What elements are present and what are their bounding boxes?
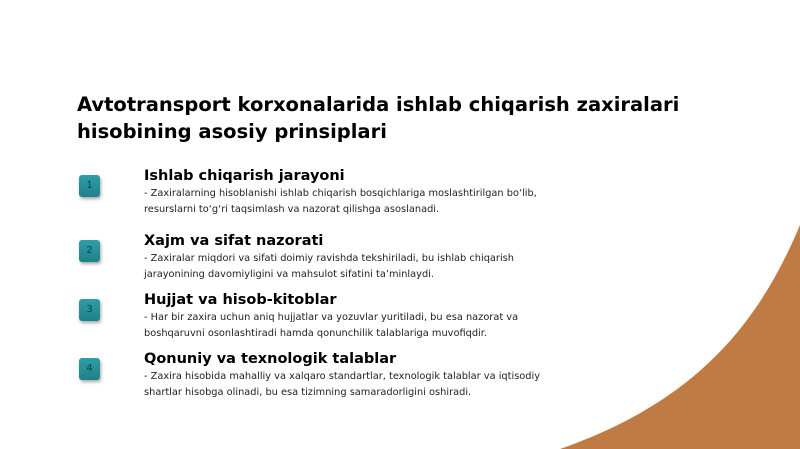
item-description: - Zaxira hisobida mahalliy va xalqaro standartlar, texnologik talablar va iqtisodiy shartlar hisobga olinadi, bu esa tizimning samaradorligini oshiradi. [144, 371, 541, 398]
item-heading: Qonuniy va texnologik talablar [144, 351, 397, 367]
number-badge: 2 [79, 240, 100, 262]
slide-title: Avtotransport korxonalarida ishlab chiqarish zaxiralari hisobining asosiy prinsiplari [77, 93, 680, 143]
number-badge: 1 [79, 175, 100, 197]
item-description: - Har bir zaxira uchun aniq hujjatlar va yozuvlar yuritiladi, bu esa nazorat va boshqaruvni osonlashtiradi hamda qonunchilik talablariga muvofiqdir. [144, 312, 519, 339]
item-description: - Zaxiralarning hisoblanishi ishlab chiqarish bosqichlariga moslashtirilgan bo‘lib, resurslarni to‘g‘ri taqsimlash va nazorat qilishga asoslanadi. [144, 188, 537, 215]
number-badge: 4 [79, 358, 100, 380]
list-item [0, 290, 800, 350]
item-heading: Hujjat va hisob-kitoblar [144, 292, 337, 308]
list-item [0, 349, 800, 409]
list-item [0, 231, 800, 291]
list-item [0, 166, 800, 226]
item-description: - Zaxiralar miqdori va sifati doimiy ravishda tekshiriladi, bu ishlab chiqarish jarayonining davomiyligini va mahsulot sifatini ta’minlaydi. [144, 253, 514, 280]
item-heading: Xajm va sifat nazorati [144, 233, 324, 249]
item-heading: Ishlab chiqarish jarayoni [144, 168, 345, 184]
number-badge: 3 [79, 299, 100, 321]
